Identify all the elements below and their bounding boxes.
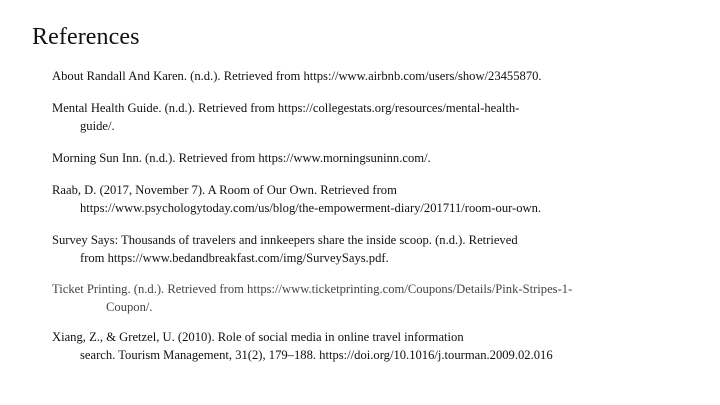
reference-line: Mental Health Guide. (n.d.). Retrieved from https://collegestats.org/resources/mental-health- [52, 101, 520, 115]
reference-line: Morning Sun Inn. (n.d.). Retrieved from https://www.morningsuninn.com/. [52, 151, 431, 165]
reference-line: Xiang, Z., & Gretzel, U. (2010). Role of social media in online travel information [52, 330, 464, 344]
reference-entry [52, 99, 519, 135]
reference-entry [52, 280, 572, 316]
page-title: References [32, 24, 140, 50]
reference-line: About Randall And Karen. (n.d.). Retrieved from https://www.airbnb.com/users/show/23455870. [52, 69, 542, 83]
reference-entry [52, 231, 518, 267]
reference-entry [52, 181, 541, 217]
reference-line: Ticket Printing. (n.d.). Retrieved from https://www.ticketprinting.com/Coupons/Details/Pink-Stripes-1- [52, 282, 573, 296]
reference-line: from https://www.bedandbreakfast.com/img/SurveySays.pdf. [80, 251, 389, 265]
reference-line: https://www.psychologytoday.com/us/blog/the-empowerment-diary/201711/room-our-own. [80, 201, 542, 215]
reference-line: Raab, D. (2017, November 7). A Room of Our Own. Retrieved from [52, 183, 397, 197]
reference-entry [52, 328, 553, 364]
reference-entry [52, 149, 431, 167]
reference-line: Survey Says: Thousands of travelers and innkeepers share the inside scoop. (n.d.). Retrieved [52, 233, 518, 247]
reference-line: guide/. [80, 119, 115, 133]
reference-line: search. Tourism Management, 31(2), 179–188. https://doi.org/10.1016/j.tourman.2009.02.016 [80, 348, 553, 362]
reference-entry [52, 67, 542, 85]
reference-line: Coupon/. [106, 300, 153, 314]
